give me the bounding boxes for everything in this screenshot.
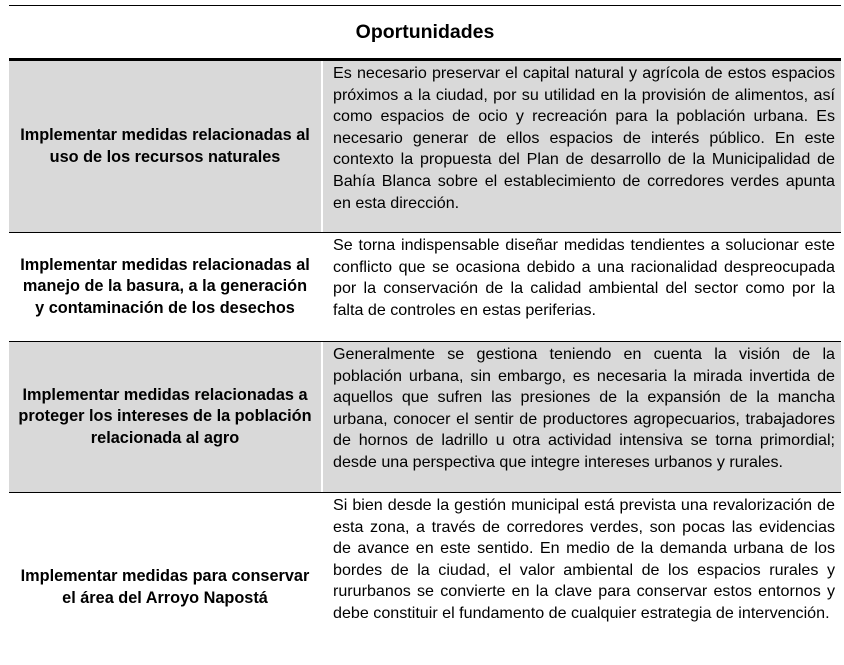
table-row [9, 61, 841, 233]
description-cell: Si bien desde la gestión municipal está prevista una revalorización de esta zona, a través de corredores verdes, son pocas las evidencias de avance en este sentido. En medio de la demanda urbana de los bordes de la ciudad, el valor ambiental de los espacios rurales y rururbanos se convierte en la clave para conservar estos entornos y debe constituir el fundamento de cualquier estrategia de intervención. [333, 496, 835, 622]
table-row [9, 493, 841, 663]
measure-cell: Implementar medidas relacionadas a proteger los intereses de la población relacionada al agro [9, 342, 323, 492]
description-cell: Es necesario preservar el capital natural y agrícola de estos espacios próximos a la ciudad, por su utilidad en la provisión de alimentos, así como espacios de ocio y recreación para la población urbana. Es necesario generar de ellos espacios de interés público. En este contexto la propuesta del Plan de desarrollo de la Municipalidad de Bahía Blanca sobre el establecimiento de corredores verdes apunta en esta dirección. [323, 61, 841, 232]
table-header: Oportunidades [355, 20, 495, 43]
opportunities-table [9, 5, 841, 663]
measure-cell: Implementar medidas para conservar el área del Arroyo Napostá [9, 493, 323, 663]
description-cell: Generalmente se gestiona teniendo en cuenta la visión de la población urbana, sin embargo, es necesaria la mirada invertida de aquellos que sufren las presiones de la expansión de la mancha urbana, conocer el sentir de productores agropecuarios, trabajadores de hornos de ladrillo u otra actividad intensiva se torna primordial; desde una perspectiva que integre intereses urbanos y rurales. [323, 342, 841, 492]
table-row [9, 342, 841, 493]
measure-cell: Implementar medidas relacionadas al manejo de la basura, a la generación y contaminación de los desechos [9, 233, 323, 341]
table-row [9, 233, 841, 342]
description-cell: Se torna indispensable diseñar medidas tendientes a solucionar este conflicto que se ocasiona debido a una racionalidad despreocupada por la conservación de la calidad ambiental del sector como por la falta de controles en estas periferias. [333, 236, 835, 319]
measure-cell: Implementar medidas relacionadas al uso de los recursos naturales [9, 61, 323, 232]
